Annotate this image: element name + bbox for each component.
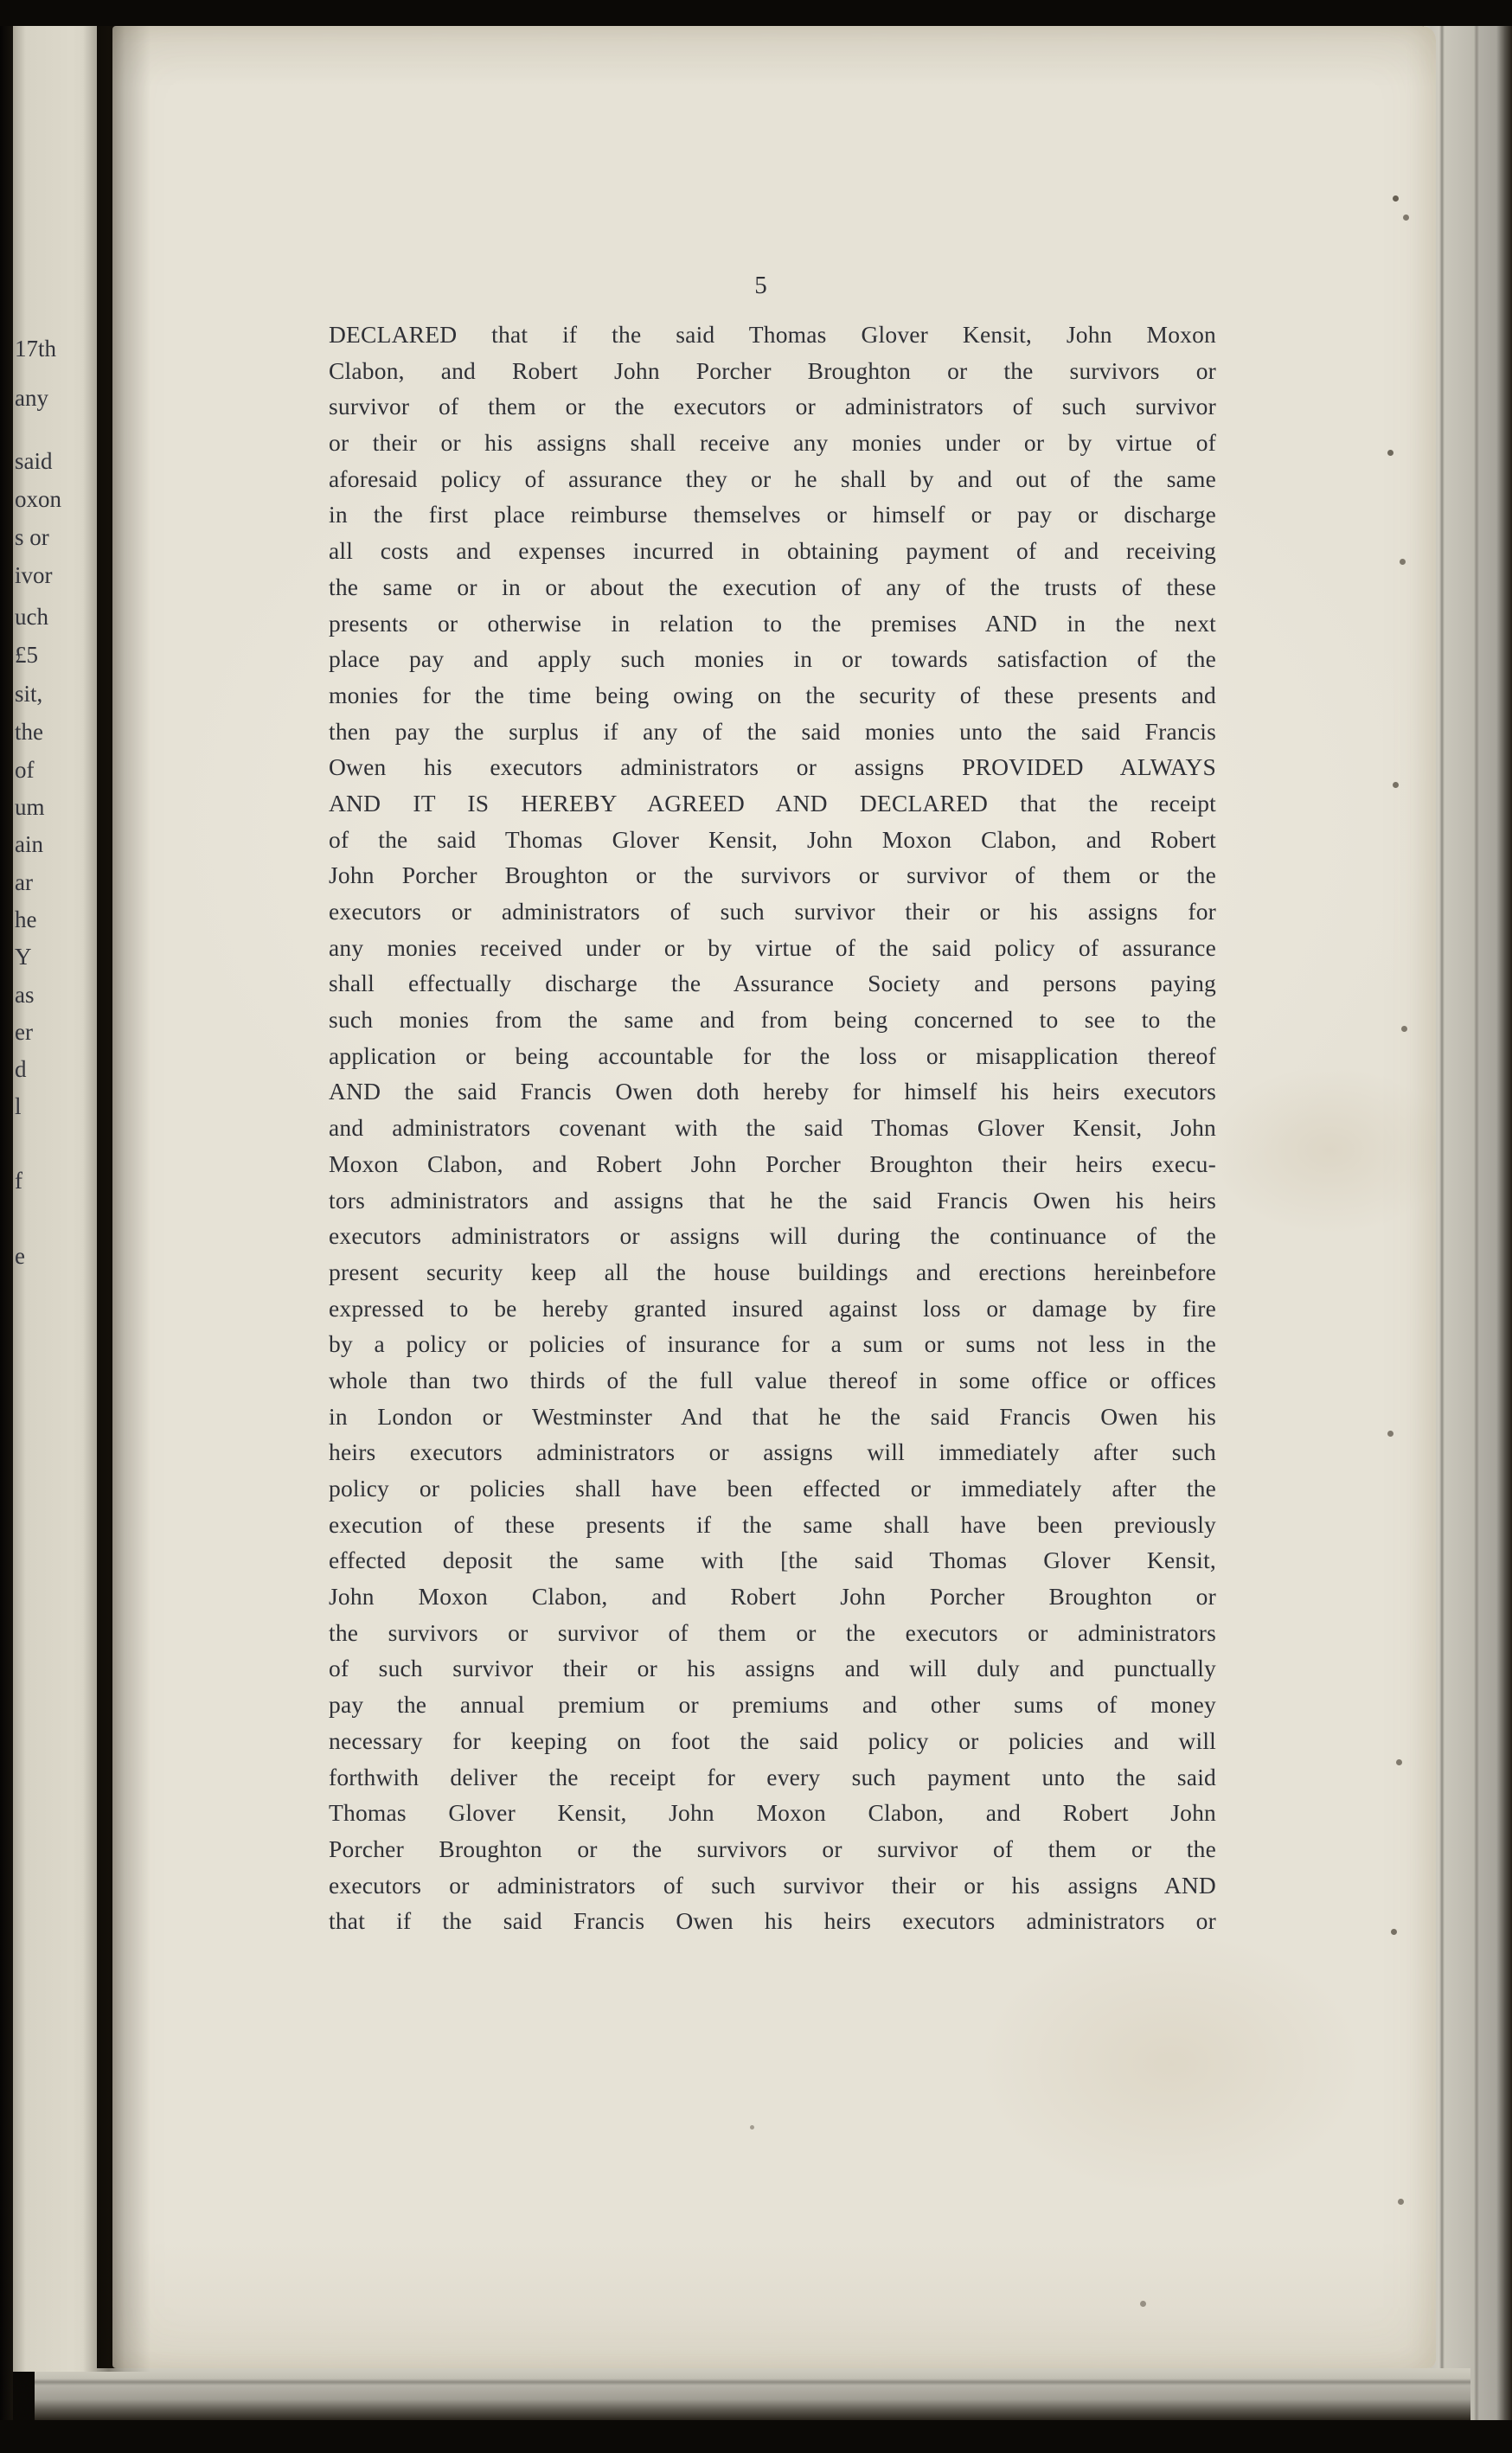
prev-page-text-fragment: Y [15,944,32,970]
text-line: expressed to be hereby granted insured against loss or damage by fire [329,1294,1216,1322]
text-line: place pay and apply such monies in or towards satisfaction of the [329,645,1216,673]
previous-page-sliver [12,26,97,2372]
prev-page-text-fragment: ar [15,869,33,895]
prev-page-text-fragment: oxon [15,486,61,512]
text-line: AND the said Francis Owen doth hereby for himself his heirs executors [329,1078,1216,1105]
text-line: policy or policies shall have been effected or immediately after the [329,1475,1216,1502]
prev-page-text-fragment: d [15,1056,27,1082]
text-line: pay the annual premium or premiums and other sums of money [329,1691,1216,1719]
text-line: heirs executors administrators or assigns will immediately after such [329,1438,1216,1466]
text-line: forthwith deliver the receipt for every such payment unto the said [329,1763,1216,1790]
text-line: whole than two thirds of the full value thereof in some office or offices [329,1366,1216,1393]
prev-page-text-fragment: the [15,719,43,745]
prev-page-text-fragment: ain [15,831,43,857]
text-line: necessary for keeping on foot the said policy or policies and will [329,1726,1216,1754]
text-line: Porcher Broughton or the survivors or survivor of them or the [329,1835,1216,1862]
prev-page-text-fragment: as [15,982,35,1008]
text-line: shall effectually discharge the Assurance Society and persons paying [329,970,1216,997]
legal-text [329,317,1216,1939]
text-line: AND IT IS HEREBY AGREED AND DECLARED that the receipt [329,789,1216,817]
prev-page-text-fragment: of [15,757,35,783]
text-line: the same or in or about the execution of any of the trusts of these [329,573,1216,600]
text-line: such monies from the same and from being concerned to see to the [329,1006,1216,1034]
text-line: that if the said Francis Owen his heirs executors administrators or [329,1907,1216,1935]
text-line: survivor of them or the executors or administrators of such survivor [329,393,1216,420]
prev-page-text-fragment: l [15,1093,22,1119]
text-line: Clabon, and Robert John Porcher Broughton or the survivors or [329,356,1216,384]
text-line: of such survivor their or his assigns and will duly and punctually [329,1655,1216,1682]
text-line: the survivors or survivor of them or the executors or administrators [329,1618,1216,1646]
page-edges-bottom [35,2368,1470,2420]
text-line: any monies received under or by virtue of the said policy of assurance [329,933,1216,961]
text-line: then pay the surplus if any of the said monies unto the said Francis [329,717,1216,745]
text-line: all costs and expenses incurred in obtaining payment of and receiving [329,537,1216,565]
prev-page-text-fragment: s or [15,524,49,550]
text-line: Moxon Clabon, and Robert John Porcher Broughton their heirs execu- [329,1150,1216,1177]
text-line: executors or administrators of such survivor their or his assigns for [329,898,1216,925]
text-line: monies for the time being owing on the security of these presents and [329,681,1216,708]
text-line: executors administrators or assigns will during the continuance of the [329,1222,1216,1250]
text-line: of the said Thomas Glover Kensit, John Moxon Clabon, and Robert [329,825,1216,853]
prev-page-text-fragment: e [15,1243,25,1269]
text-line: in London or Westminster And that he the said Francis Owen his [329,1402,1216,1430]
text-line: present security keep all the house buildings and erections hereinbefore [329,1258,1216,1285]
text-line: John Porcher Broughton or the survivors or survivor of them or the [329,861,1216,889]
prev-page-text-fragment: 17th [15,336,57,362]
prev-page-text-fragment: sit, [15,681,43,707]
prev-page-text-fragment: he [15,906,37,932]
text-line: by a policy or policies of insurance for a sum or sums not less in the [329,1330,1216,1358]
text-line: or their or his assigns shall receive any monies under or by virtue of [329,429,1216,457]
prev-page-text-fragment: f [15,1168,22,1194]
text-line: DECLARED that if the said Thomas Glover Kensit, John Moxon [329,321,1216,348]
prev-page-text-fragment: ivor [15,562,53,588]
text-line: in the first place reimburse themselves or himself or pay or discharge [329,501,1216,528]
text-line: Owen his executors administrators or assigns PROVIDED ALWAYS [329,753,1216,781]
text-line: executors or administrators of such survivor their or his assigns AND [329,1871,1216,1899]
page-number: 5 [754,272,768,299]
text-line: and administrators covenant with the said Thomas Glover Kensit, John [329,1114,1216,1142]
text-line: Thomas Glover Kensit, John Moxon Clabon, and Robert John [329,1799,1216,1827]
prev-page-text-fragment: any [15,385,48,411]
text-line: presents or otherwise in relation to the premises AND in the next [329,609,1216,637]
scan-border-bottom [0,2420,1512,2453]
text-line: John Moxon Clabon, and Robert John Porcher Broughton or [329,1583,1216,1611]
page-edges-right [1424,26,1512,2420]
text-line: effected deposit the same with [the said Thomas Glover Kensit, [329,1547,1216,1574]
prev-page-text-fragment: um [15,794,45,820]
prev-page-text-fragment: £5 [15,642,38,668]
scan-border-top [0,0,1512,26]
text-line: aforesaid policy of assurance they or he shall by and out of the same [329,464,1216,492]
prev-page-text-fragment: said [15,448,53,474]
prev-page-text-fragment: er [15,1019,33,1045]
prev-page-text-fragment: uch [15,604,48,630]
text-line: application or being accountable for the loss or misapplication thereof [329,1041,1216,1069]
text-line: execution of these presents if the same shall have been previously [329,1510,1216,1538]
document-page [112,26,1436,2368]
text-line: tors administrators and assigns that he the said Francis Owen his heirs [329,1186,1216,1214]
scan-border-left [0,0,13,2453]
